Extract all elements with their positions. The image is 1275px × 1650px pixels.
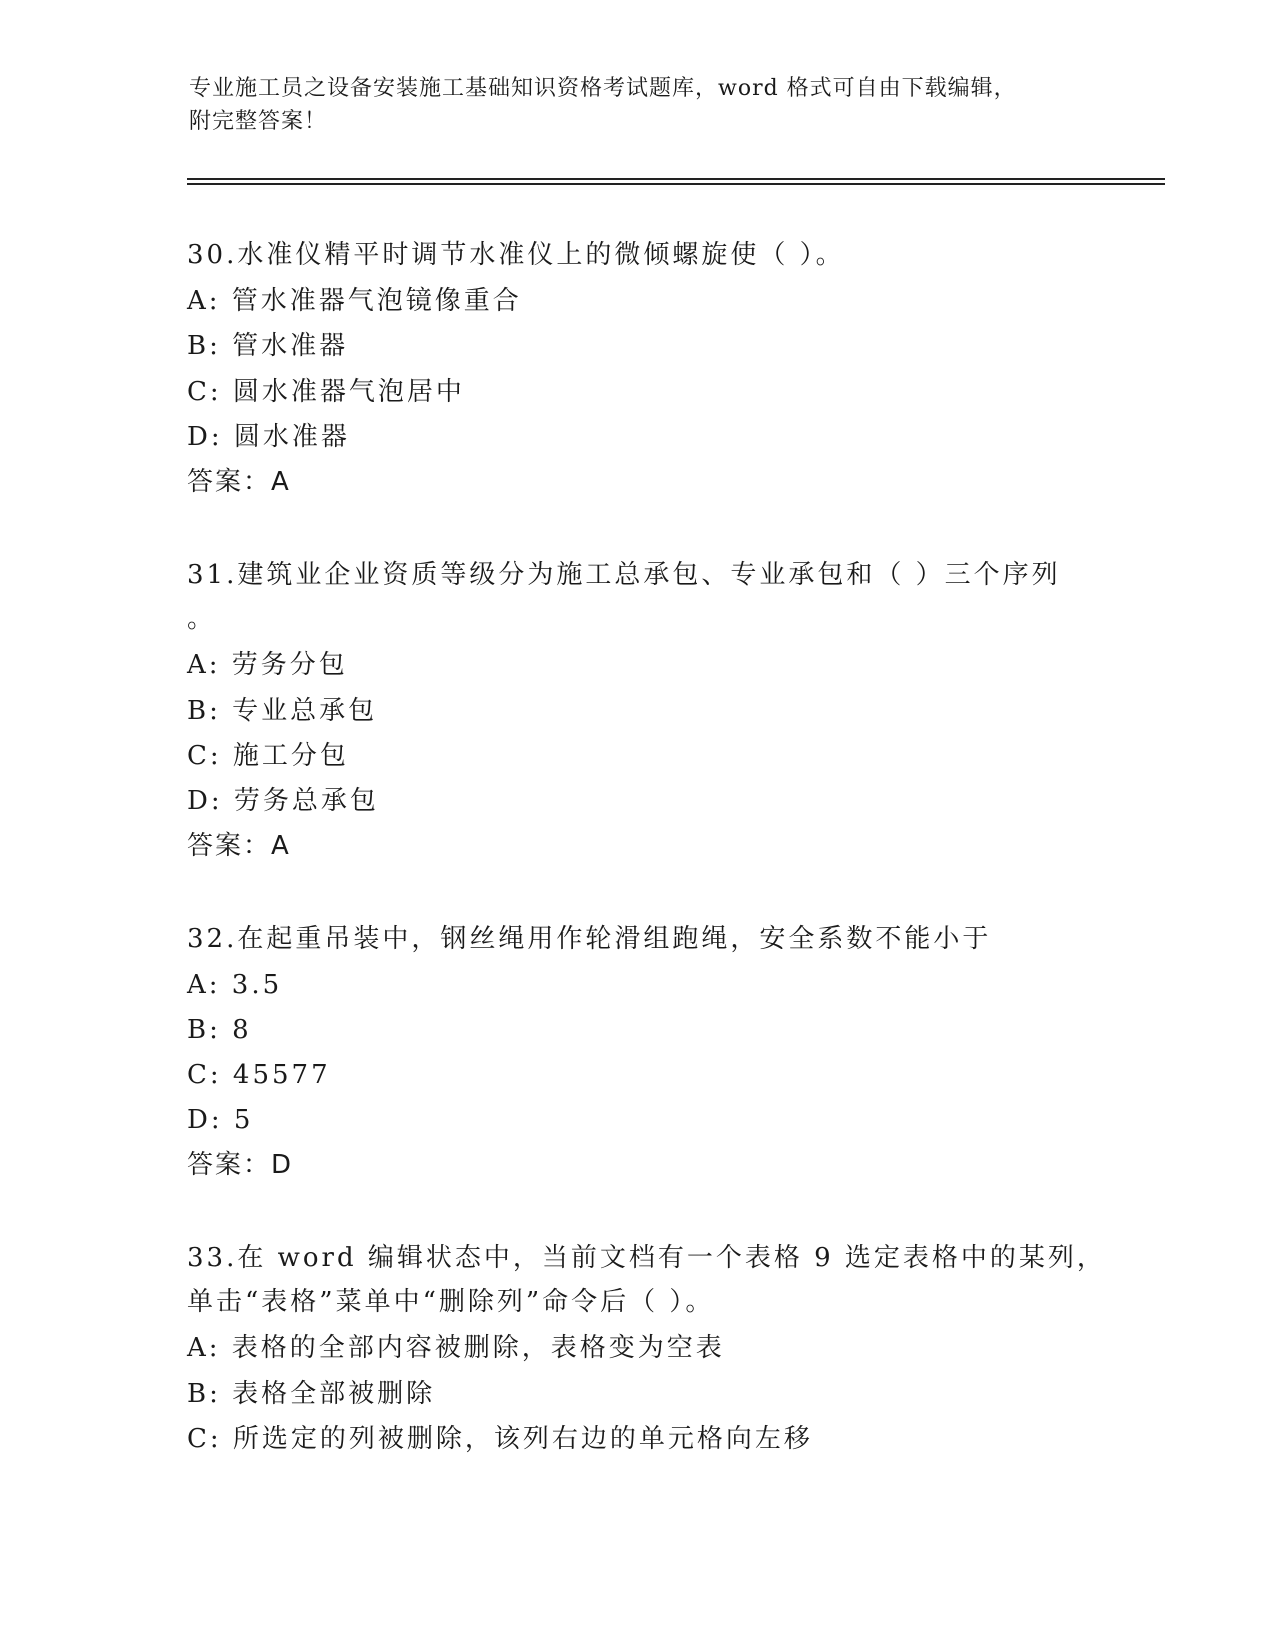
header-divider-bottom: [187, 183, 1165, 185]
question-31-option-c: C: 施工分包: [187, 741, 349, 771]
question-33-option-c: C: 所选定的列被删除，该列右边的单元格向左移: [187, 1424, 813, 1454]
question-30-option-d: D: 圆水准器: [187, 422, 350, 452]
question-33-stem-continued: 单击“表格”菜单中“删除列”命令后（ ）。: [187, 1287, 715, 1317]
question-31-option-d: D: 劳务总承包: [187, 786, 379, 816]
header-divider-top: [187, 178, 1165, 180]
question-32-option-c: C: 45577: [187, 1060, 331, 1090]
document-header: [189, 72, 1089, 138]
question-31-stem: 31.建筑业企业资质等级分为施工总承包、专业承包和（ ）三个序列: [187, 560, 1061, 590]
question-30-option-b: B: 管水准器: [187, 331, 349, 361]
header-line-2: 附完整答案！: [189, 109, 328, 134]
question-30-option-c: C: 圆水准器气泡居中: [187, 377, 465, 407]
question-31-option-b: B: 专业总承包: [187, 696, 378, 726]
question-32-option-a: A: 3.5: [187, 970, 283, 1000]
question-31-option-a: A: 劳务分包: [187, 650, 348, 680]
question-32-answer: 答案：D: [187, 1150, 294, 1180]
question-33-option-b: B: 表格全部被删除: [187, 1379, 436, 1409]
question-32-option-d: D: 5: [187, 1105, 254, 1135]
header-line-1: 专业施工员之设备安装施工基础知识资格考试题库，word 格式可自由下载编辑，: [189, 76, 1017, 101]
question-30-stem: 30.水准仪精平时调节水准仪上的微倾螺旋使（ ）。: [187, 240, 845, 270]
question-30-answer: 答案：A: [187, 467, 291, 497]
question-31-answer: 答案：A: [187, 831, 291, 861]
question-32-option-b: B: 8: [187, 1015, 252, 1045]
question-31-stem-continued: 。: [187, 604, 217, 634]
question-32-stem: 32.在起重吊装中，钢丝绳用作轮滑组跑绳，安全系数不能小于: [187, 924, 992, 954]
question-33-stem: 33.在 word 编辑状态中，当前文档有一个表格 9 选定表格中的某列，: [187, 1243, 1106, 1273]
question-30-option-a: A: 管水准器气泡镜像重合: [187, 286, 522, 316]
question-33-option-a: A: 表格的全部内容被删除，表格变为空表: [187, 1333, 725, 1363]
